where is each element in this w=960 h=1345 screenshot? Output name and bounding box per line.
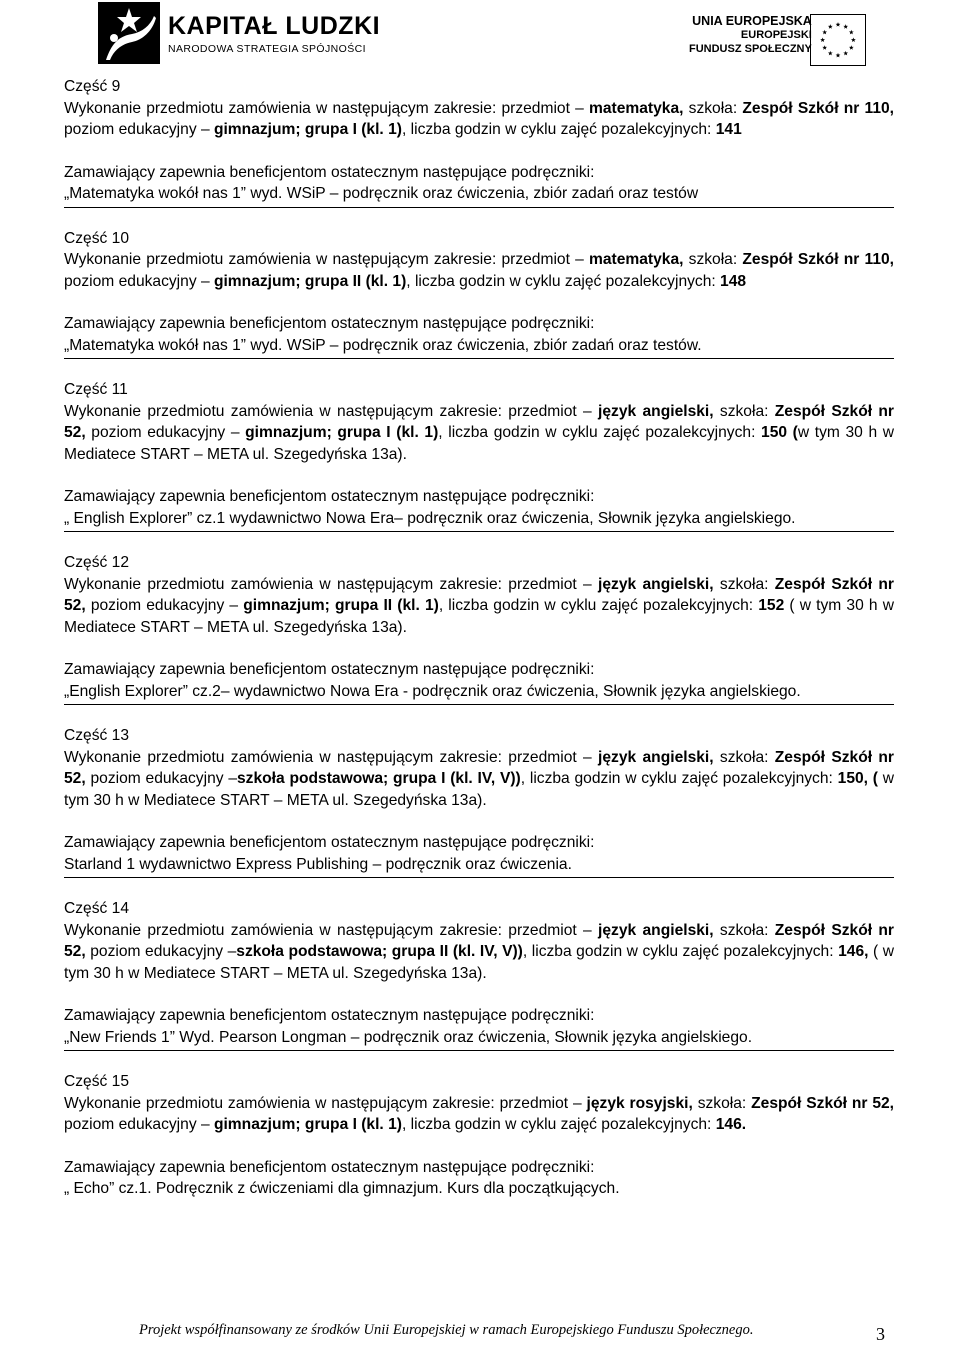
kapital-ludzki-logo <box>98 2 380 64</box>
bold-segment: język angielski, <box>598 748 714 766</box>
part-description <box>64 249 894 292</box>
eu-star-icon <box>820 38 825 43</box>
section-divider <box>64 531 894 532</box>
text-segment: poziom edukacyjny – <box>85 597 244 614</box>
bold-segment: Zespół Szkół nr 110, <box>742 99 894 117</box>
bold-segment: gimnazjum; grupa II (kl. 1) <box>213 272 407 290</box>
text-segment: ( w tym 30 h w Mediatece START – META ul. Szegedyńska 13a). <box>64 597 894 636</box>
text-segment: Wykonanie przedmiotu zamówienia w następującym zakresie: przedmiot – <box>64 575 599 593</box>
text-segment: , liczba godzin w cyklu zajęć pozalekcyjnych: <box>401 121 716 138</box>
text-segment: poziom edukacyjny – <box>85 770 237 787</box>
text-segment: Wykonanie przedmiotu zamówienia w następującym zakresie: przedmiot – <box>64 1094 587 1112</box>
textbooks-intro: Zamawiający zapewnia beneficjentom ostatecznym następujące podręczniki: <box>64 834 595 851</box>
bold-segment: matematyka, <box>588 99 684 117</box>
text-segment: Wykonanie przedmiotu zamówienia w następującym zakresie: przedmiot – <box>64 251 589 268</box>
bold-segment: 150 ( <box>761 424 798 441</box>
textbooks-list: „ Echo” cz.1. Podręcznik z ćwiczeniami dla gimnazjum. Kurs dla początkujących. <box>64 1180 620 1197</box>
text-segment: szkoła: <box>713 402 775 420</box>
text-segment: , liczba godzin w cyklu zajęć pozalekcyjnych: <box>401 1116 716 1133</box>
eu-star-icon <box>843 51 848 56</box>
bold-segment: Zespół Szkół nr 52, <box>64 402 894 441</box>
text-segment: Wykonanie przedmiotu zamówienia w następującym zakresie: przedmiot – <box>64 402 599 420</box>
text-segment: poziom edukacyjny – <box>64 1116 214 1133</box>
eu-star-icon <box>828 51 833 56</box>
part-title: Część 11 <box>64 381 128 398</box>
document-part <box>64 898 894 1048</box>
part-title: Część 14 <box>64 900 130 917</box>
bold-segment: 152 <box>758 597 785 614</box>
textbooks-intro: Zamawiający zapewnia beneficjentom ostatecznym następujące podręczniki: <box>64 315 595 332</box>
section-divider <box>64 704 894 705</box>
text-segment: Wykonanie przedmiotu zamówienia w następującym zakresie: przedmiot – <box>64 99 589 117</box>
bold-segment: gimnazjum; grupa I (kl. 1) <box>213 121 402 138</box>
bold-segment: 150, ( <box>837 770 878 787</box>
eu-line-2: EUROPEJSKI <box>740 29 812 41</box>
bold-segment: szkoła podstawowa; grupa I (kl. IV, V)) <box>237 770 521 787</box>
text-segment: poziom edukacyjny – <box>85 943 237 960</box>
text-segment: poziom edukacyjny – <box>64 121 214 138</box>
textbooks-list: „Matematyka wokół nas 1” wyd. WSiP – podręcznik oraz ćwiczenia, zbiór zadań oraz testów. <box>64 336 702 354</box>
text-segment: poziom edukacyjny – <box>85 424 246 441</box>
eu-line-1: UNIA EUROPEJSKA <box>692 14 812 28</box>
text-segment: ( w tym 30 h w Mediatece START – META ul. Szegedyńska 13a). <box>64 943 895 982</box>
eu-star-icon <box>851 38 856 43</box>
part-description <box>64 98 894 141</box>
section-divider <box>64 207 894 208</box>
bold-segment: Zespół Szkół nr 52, <box>64 748 894 787</box>
text-segment: szkoła: <box>713 748 775 766</box>
part-title: Część 12 <box>64 554 130 571</box>
document-part <box>64 228 894 357</box>
textbooks-list: Starland 1 wydawnictwo Express Publishing – podręcznik oraz ćwiczenia. <box>64 855 572 873</box>
kapital-ludzki-emblem-icon <box>98 2 160 64</box>
document-part <box>64 379 894 529</box>
text-segment: w tym 30 h w Mediatece START – META ul. Szegedyńska 13a). <box>64 424 894 463</box>
eu-star-icon <box>822 45 827 50</box>
textbooks-intro: Zamawiający zapewnia beneficjentom ostatecznym następujące podręczniki: <box>64 163 595 181</box>
text-segment: w tym 30 h w Mediatece START – META ul. Szegedyńska 13a). <box>64 770 895 809</box>
bold-segment: 148 <box>720 272 747 290</box>
text-segment: szkoła: <box>713 921 775 939</box>
bold-segment: język rosyjski, <box>586 1094 693 1112</box>
part-title: Część 10 <box>64 229 130 247</box>
text-segment: , liczba godzin w cyklu zajęć pozalekcyjnych: <box>522 943 839 960</box>
eu-flag-icon <box>810 14 866 66</box>
eu-line-3: FUNDUSZ SPOŁECZNY <box>689 43 812 55</box>
text-segment: poziom edukacyjny – <box>64 272 214 290</box>
eu-star-icon <box>828 24 833 29</box>
part-description <box>64 574 894 639</box>
document-part <box>64 552 894 702</box>
text-segment: Wykonanie przedmiotu zamówienia w następującym zakresie: przedmiot – <box>64 921 599 939</box>
text-segment: , liczba godzin w cyklu zajęć pozalekcyjnych: <box>438 424 762 441</box>
bold-segment: 141 <box>715 121 742 138</box>
document-body <box>64 76 894 1200</box>
bold-segment: Zespół Szkół nr 52, <box>751 1094 895 1112</box>
textbooks-intro: Zamawiający zapewnia beneficjentom ostatecznym następujące podręczniki: <box>64 661 595 678</box>
document-part <box>64 725 894 875</box>
textbooks-intro: Zamawiający zapewnia beneficjentom ostatecznym następujące podręczniki: <box>64 488 595 505</box>
text-segment: , liczba godzin w cyklu zajęć pozalekcyjnych: <box>438 597 759 614</box>
part-title: Część 9 <box>64 78 121 95</box>
kapital-ludzki-title: KAPITAŁ LUDZKI <box>168 11 381 40</box>
eu-star-icon <box>849 30 854 35</box>
eu-efs-logo-text <box>689 14 812 56</box>
text-segment: szkoła: <box>683 99 743 117</box>
bold-segment: 146. <box>715 1116 747 1133</box>
bold-segment: matematyka, <box>588 251 684 268</box>
part-description <box>64 920 894 985</box>
section-divider <box>64 1050 894 1051</box>
textbooks-list: „ English Explorer” cz.1 wydawnictwo Nowa Era– podręcznik oraz ćwiczenia, Słownik języka angielskiego. <box>64 509 796 527</box>
page-number: 3 <box>876 1324 885 1344</box>
eu-star-icon <box>843 24 848 29</box>
bold-segment: Zespół Szkół nr 52, <box>64 921 894 960</box>
bold-segment: język angielski, <box>598 575 714 593</box>
document-part <box>64 76 894 205</box>
text-segment: Wykonanie przedmiotu zamówienia w następującym zakresie: przedmiot – <box>64 748 599 766</box>
footer-note: Projekt współfinansowany ze środków Unii Europejskiej w ramach Europejskiego Funduszu Społecznego. <box>139 1322 754 1338</box>
part-title: Część 15 <box>64 1073 130 1090</box>
bold-segment: gimnazjum; grupa I (kl. 1) <box>213 1116 402 1133</box>
bold-segment: język angielski, <box>598 921 714 939</box>
part-description <box>64 1093 894 1136</box>
textbooks-list: „Matematyka wokół nas 1” wyd. WSiP – podręcznik oraz ćwiczenia, zbiór zadań oraz testów <box>64 185 699 202</box>
bold-segment: szkoła podstawowa; grupa II (kl. IV, V)) <box>236 943 523 960</box>
bold-segment: Zespół Szkół nr 52, <box>64 575 894 614</box>
textbooks-intro: Zamawiający zapewnia beneficjentom ostatecznym następujące podręczniki: <box>64 1158 595 1176</box>
section-divider <box>64 877 894 878</box>
text-segment: szkoła: <box>683 251 743 268</box>
textbooks-intro: Zamawiający zapewnia beneficjentom ostatecznym następujące podręczniki: <box>64 1007 595 1024</box>
text-segment: szkoła: <box>692 1094 752 1112</box>
section-divider <box>64 358 894 359</box>
bold-segment: Zespół Szkół nr 110, <box>742 251 894 268</box>
part-title: Część 13 <box>64 727 130 744</box>
bold-segment: gimnazjum; grupa II (kl. 1) <box>243 597 439 614</box>
document-part <box>64 1071 894 1200</box>
text-segment: szkoła: <box>713 575 775 593</box>
text-segment: , liczba godzin w cyklu zajęć pozalekcyjnych: <box>520 770 838 787</box>
eu-star-icon <box>849 45 854 50</box>
text-segment: , liczba godzin w cyklu zajęć pozalekcyjnych: <box>406 272 721 290</box>
bold-segment: język angielski, <box>598 402 714 420</box>
kapital-ludzki-subtitle: NARODOWA STRATEGIA SPÓJNOŚCI <box>168 42 366 55</box>
part-description <box>64 401 894 466</box>
eu-star-icon <box>836 53 841 58</box>
bold-segment: gimnazjum; grupa I (kl. 1) <box>245 424 439 441</box>
eu-star-icon <box>836 22 841 27</box>
textbooks-list: „New Friends 1” Wyd. Pearson Longman – podręcznik oraz ćwiczenia, Słownik języka angielskiego. <box>64 1028 753 1046</box>
eu-star-icon <box>822 30 827 35</box>
bold-segment: 146, <box>838 943 869 960</box>
part-description <box>64 747 894 812</box>
page-header <box>0 0 960 72</box>
textbooks-list: „English Explorer” cz.2– wydawnictwo Nowa Era - podręcznik oraz ćwiczenia, Słownik języka angielskiego. <box>64 682 801 700</box>
